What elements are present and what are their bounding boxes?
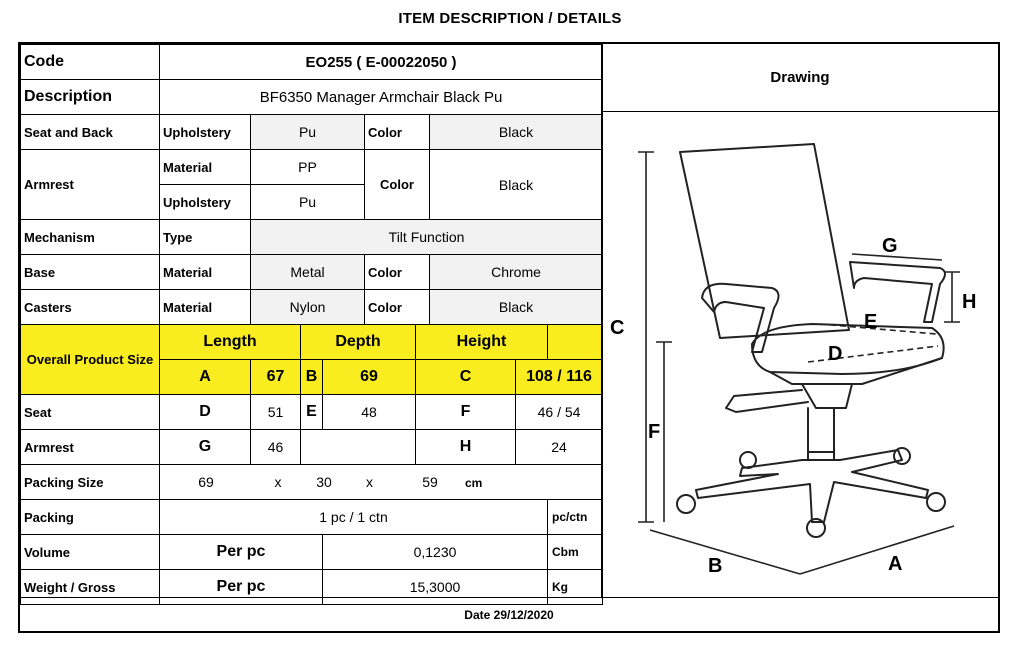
dim-a-letter: A xyxy=(160,360,251,395)
drawing-letter-e: E xyxy=(864,311,878,333)
dim-h-value: 24 xyxy=(516,430,603,465)
armrest-dims-row xyxy=(21,430,603,465)
casters-color-value: Black xyxy=(430,290,603,325)
weight-per: Per pc xyxy=(160,570,323,605)
armrest-material-value: PP xyxy=(251,150,365,185)
packing-unit: pc/ctn xyxy=(548,500,603,535)
armrest-material-row xyxy=(21,150,603,185)
seat-back-upholstery-label: Upholstery xyxy=(160,115,251,150)
weight-label: Weight / Gross xyxy=(21,570,160,605)
spec-table xyxy=(20,44,603,605)
dim-d-letter: D xyxy=(160,395,251,430)
seat-back-color-value: Black xyxy=(430,115,603,150)
overall-size-label: Overall Product Size xyxy=(21,325,160,395)
document-title: ITEM DESCRIPTION / DETAILS xyxy=(398,10,622,27)
chair-base xyxy=(696,450,928,522)
volume-unit: Cbm xyxy=(548,535,603,570)
dim-g-value: 46 xyxy=(251,430,301,465)
casters-label: Casters xyxy=(21,290,160,325)
code-label: Code xyxy=(21,45,160,80)
dim-b-value: 69 xyxy=(323,360,416,395)
packing-size-label: Packing Size xyxy=(21,465,160,500)
dim-g-letter: G xyxy=(160,430,251,465)
armrest-upholstery-value: Pu xyxy=(251,185,365,220)
mechanism-type-value: Tilt Function xyxy=(251,220,603,255)
dim-line-b xyxy=(650,530,800,574)
description-value: BF6350 Manager Armchair Black Pu xyxy=(160,80,603,115)
drawing-letter-h: H xyxy=(962,291,977,313)
seat-back-color-label: Color xyxy=(365,115,430,150)
code-value: EO255 ( E-00022050 ) xyxy=(160,45,603,80)
base-label: Base xyxy=(21,255,160,290)
drawing-letter-f: F xyxy=(648,421,661,443)
packing-value: 1 pc / 1 ctn xyxy=(160,500,548,535)
packing-length: 69 xyxy=(198,474,214,490)
armrest-material-label: Material xyxy=(160,150,251,185)
weight-unit: Kg xyxy=(548,570,603,605)
armrest-dims-empty xyxy=(301,430,416,465)
caster-1 xyxy=(677,495,695,513)
chair-drawing xyxy=(602,112,999,597)
seat-back-label: Seat and Back xyxy=(21,115,160,150)
mechanism-row xyxy=(21,220,603,255)
volume-row xyxy=(21,535,603,570)
dim-line-h xyxy=(944,272,960,322)
seat-back-upholstery-value: Pu xyxy=(251,115,365,150)
description-label: Description xyxy=(21,80,160,115)
seat-dims-row xyxy=(21,395,603,430)
caster-4 xyxy=(927,493,945,511)
seat-back-row xyxy=(21,115,603,150)
volume-value: 0,1230 xyxy=(323,535,548,570)
armrest-color-value: Black xyxy=(430,150,603,220)
armrest-dims-label: Armrest xyxy=(21,430,160,465)
drawing-letter-b: B xyxy=(708,555,723,577)
volume-label: Volume xyxy=(21,535,160,570)
casters-material-label: Material xyxy=(160,290,251,325)
armrest-upholstery-label: Upholstery xyxy=(160,185,251,220)
chair-lever xyxy=(726,390,808,412)
caster-2 xyxy=(740,452,756,468)
drawing-letter-a: A xyxy=(888,553,903,575)
dim-e-letter: E xyxy=(301,395,323,430)
armrest-color-label: Color xyxy=(365,150,430,220)
base-material-label: Material xyxy=(160,255,251,290)
armrest-spec-label: Armrest xyxy=(21,150,160,220)
dim-f-value: 46 / 54 xyxy=(516,395,603,430)
drawing-header: Drawing xyxy=(601,44,998,112)
chair-mechanism xyxy=(802,384,852,408)
casters-row xyxy=(21,290,603,325)
packing-size-values xyxy=(160,465,603,500)
packing-width: 30 xyxy=(316,474,332,490)
base-color-label: Color xyxy=(365,255,430,290)
base-row xyxy=(21,255,603,290)
packing-times-1: x xyxy=(274,474,282,490)
overall-size-spacer xyxy=(548,325,603,360)
packing-size-unit: cm xyxy=(465,476,483,490)
dim-d-value: 51 xyxy=(251,395,301,430)
code-row xyxy=(21,45,603,80)
dim-line-c xyxy=(638,152,654,522)
dim-b-letter: B xyxy=(301,360,323,395)
dim-a-value: 67 xyxy=(251,360,301,395)
length-label: Length xyxy=(160,325,301,360)
dim-h-letter: H xyxy=(416,430,516,465)
mechanism-label: Mechanism xyxy=(21,220,160,255)
drawing-letter-c: C xyxy=(610,317,625,339)
date-footer: Date 29/12/2020 xyxy=(20,597,998,631)
dim-e-value: 48 xyxy=(323,395,416,430)
packing-size-row xyxy=(21,465,603,500)
mechanism-type-label: Type xyxy=(160,220,251,255)
caster-3 xyxy=(894,448,910,464)
dim-f-letter: F xyxy=(416,395,516,430)
description-row xyxy=(21,80,603,115)
dim-c-letter: C xyxy=(416,360,516,395)
packing-height: 59 xyxy=(422,474,438,490)
packing-row xyxy=(21,500,603,535)
volume-per: Per pc xyxy=(160,535,323,570)
overall-size-head-row xyxy=(21,325,603,360)
dim-c-value: 108 / 116 xyxy=(516,360,603,395)
drawing-area xyxy=(601,112,998,597)
packing-label: Packing xyxy=(21,500,160,535)
drawing-letter-d: D xyxy=(828,343,843,365)
casters-material-value: Nylon xyxy=(251,290,365,325)
packing-times-2: x xyxy=(366,474,373,490)
casters-color-label: Color xyxy=(365,290,430,325)
height-label: Height xyxy=(416,325,548,360)
chair-left-armrest xyxy=(702,284,779,352)
seat-dims-label: Seat xyxy=(21,395,160,430)
drawing-letter-g: G xyxy=(882,235,898,257)
depth-label: Depth xyxy=(301,325,416,360)
base-color-value: Chrome xyxy=(430,255,603,290)
weight-value: 15,3000 xyxy=(323,570,548,605)
base-material-value: Metal xyxy=(251,255,365,290)
